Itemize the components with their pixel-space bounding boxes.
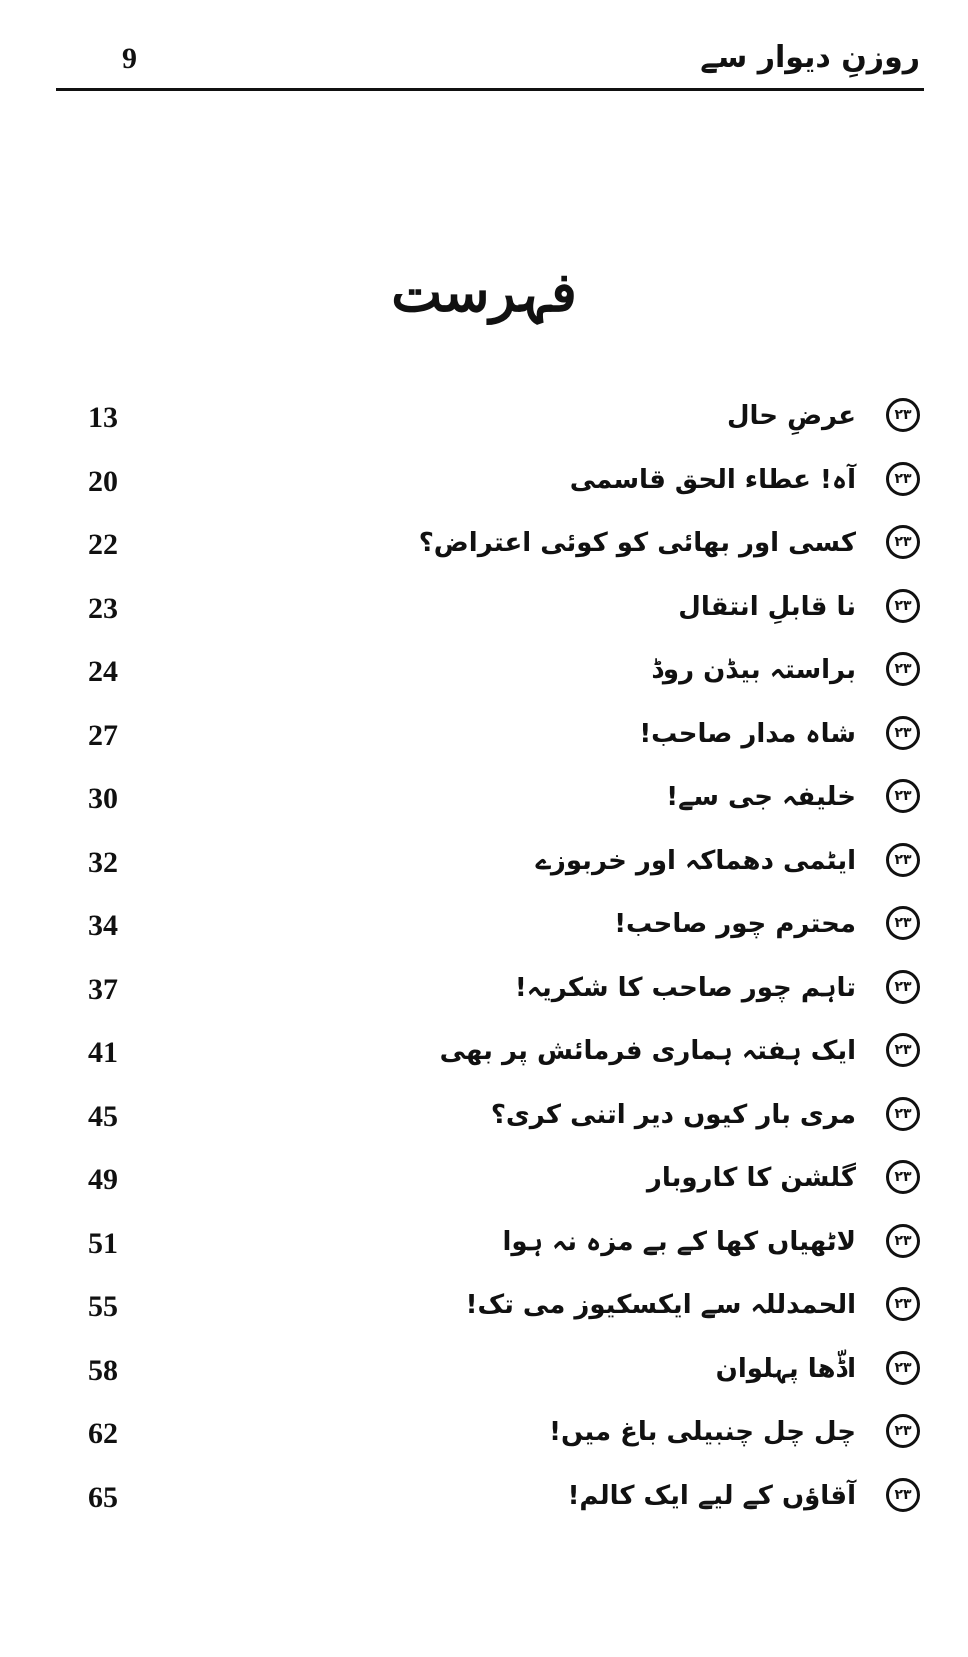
circled-number-bullet-icon: ۲۳ — [886, 906, 920, 940]
circled-number-bullet-icon: ۲۳ — [886, 970, 920, 1004]
circled-number-bullet-icon: ۲۳ — [886, 1160, 920, 1194]
circled-number-bullet-icon: ۲۳ — [886, 843, 920, 877]
header-rule — [56, 88, 924, 91]
page-header — [60, 40, 920, 90]
toc-entry-page: 22 — [88, 528, 118, 561]
toc-entry — [80, 843, 920, 907]
toc-entry-title: عرضِ حال — [726, 401, 856, 431]
toc-entry — [80, 525, 920, 589]
toc-entry — [80, 1224, 920, 1288]
toc-entry-page: 58 — [88, 1353, 118, 1387]
toc-entry-title: گلشن کا کاروبار — [646, 1163, 856, 1193]
toc-entry-title: آقاؤں کے لیے ایک کالم! — [567, 1480, 856, 1511]
toc-entry-title: ایک ہفتہ ہماری فرمائش پر بھی — [439, 1036, 856, 1066]
toc-entry-title: خلیفہ جی سے! — [666, 782, 856, 812]
toc-entry-title: مری بار کیوں دیر اتنی کری؟ — [490, 1099, 856, 1130]
running-title: روزنِ دیوار سے — [700, 40, 920, 75]
toc-entry — [80, 906, 920, 970]
circled-number-bullet-icon: ۲۳ — [886, 525, 920, 559]
toc-entry-page: 37 — [88, 972, 118, 1006]
toc-entry — [80, 652, 920, 716]
toc-entry — [80, 1097, 920, 1161]
toc-entry-title: چل چل چنبیلی باغ میں! — [549, 1417, 856, 1447]
toc-entry-title: لاٹھیاں کھا کے بے مزہ نہ ہوا — [502, 1226, 856, 1257]
toc-entry — [80, 1351, 920, 1415]
circled-number-bullet-icon: ۲۳ — [886, 1224, 920, 1258]
toc-entry-title: براستہ بیڈن روڈ — [651, 655, 856, 685]
toc-entry — [80, 970, 920, 1034]
toc-entry-page: 51 — [88, 1226, 118, 1260]
toc-entry-page: 49 — [88, 1163, 118, 1196]
toc-entry-title: تاہم چور صاحب کا شکریہ! — [514, 972, 856, 1003]
circled-number-bullet-icon: ۲۳ — [886, 1097, 920, 1131]
circled-number-bullet-icon: ۲۳ — [886, 779, 920, 813]
toc-entry-page: 32 — [88, 845, 118, 879]
toc-entry-page: 24 — [88, 655, 118, 688]
toc-entry-title: کسی اور بھائی کو کوئی اعتراض؟ — [418, 528, 856, 558]
toc-entry-page: 13 — [88, 401, 118, 434]
toc-entry-page: 20 — [88, 464, 118, 498]
toc-entry-page: 55 — [88, 1290, 118, 1323]
toc-entry-page: 23 — [88, 591, 118, 625]
toc-list — [80, 398, 920, 1541]
toc-entry-page: 62 — [88, 1417, 118, 1450]
toc-entry-title: محترم چور صاحب! — [614, 909, 856, 939]
toc-entry-page: 45 — [88, 1099, 118, 1133]
toc-entry — [80, 1033, 920, 1097]
toc-entry-title: شاہ مدار صاحب! — [639, 718, 856, 749]
toc-entry — [80, 398, 920, 462]
toc-entry — [80, 1478, 920, 1542]
toc-entry-page: 65 — [88, 1480, 118, 1514]
page-number: 9 — [122, 42, 137, 75]
toc-entry-page: 34 — [88, 909, 118, 942]
circled-number-bullet-icon: ۲۳ — [886, 462, 920, 496]
toc-entry-title: نا قابلِ انتقال — [678, 591, 856, 622]
toc-entry — [80, 1160, 920, 1224]
circled-number-bullet-icon: ۲۳ — [886, 1414, 920, 1448]
toc-entry-title: اڈّھا پہلوان — [715, 1353, 856, 1384]
toc-entry — [80, 589, 920, 653]
toc-entry — [80, 779, 920, 843]
toc-entry-title: ایٹمی دھماکہ اور خربوزے — [535, 845, 856, 876]
toc-entry-page: 27 — [88, 718, 118, 752]
circled-number-bullet-icon: ۲۳ — [886, 398, 920, 432]
circled-number-bullet-icon: ۲۳ — [886, 589, 920, 623]
toc-entry-page: 41 — [88, 1036, 118, 1069]
toc-title: فہرست — [391, 260, 577, 324]
toc-entry-title: آہ! عطاء الحق قاسمی — [569, 464, 856, 495]
circled-number-bullet-icon: ۲۳ — [886, 1287, 920, 1321]
toc-entry-title: الحمدللہ سے ایکسکیوز می تک! — [465, 1290, 856, 1320]
circled-number-bullet-icon: ۲۳ — [886, 652, 920, 686]
toc-entry-page: 30 — [88, 782, 118, 815]
circled-number-bullet-icon: ۲۳ — [886, 716, 920, 750]
toc-entry — [80, 716, 920, 780]
circled-number-bullet-icon: ۲۳ — [886, 1033, 920, 1067]
circled-number-bullet-icon: ۲۳ — [886, 1351, 920, 1385]
toc-entry — [80, 1287, 920, 1351]
toc-entry — [80, 462, 920, 526]
toc-entry — [80, 1414, 920, 1478]
circled-number-bullet-icon: ۲۳ — [886, 1478, 920, 1512]
